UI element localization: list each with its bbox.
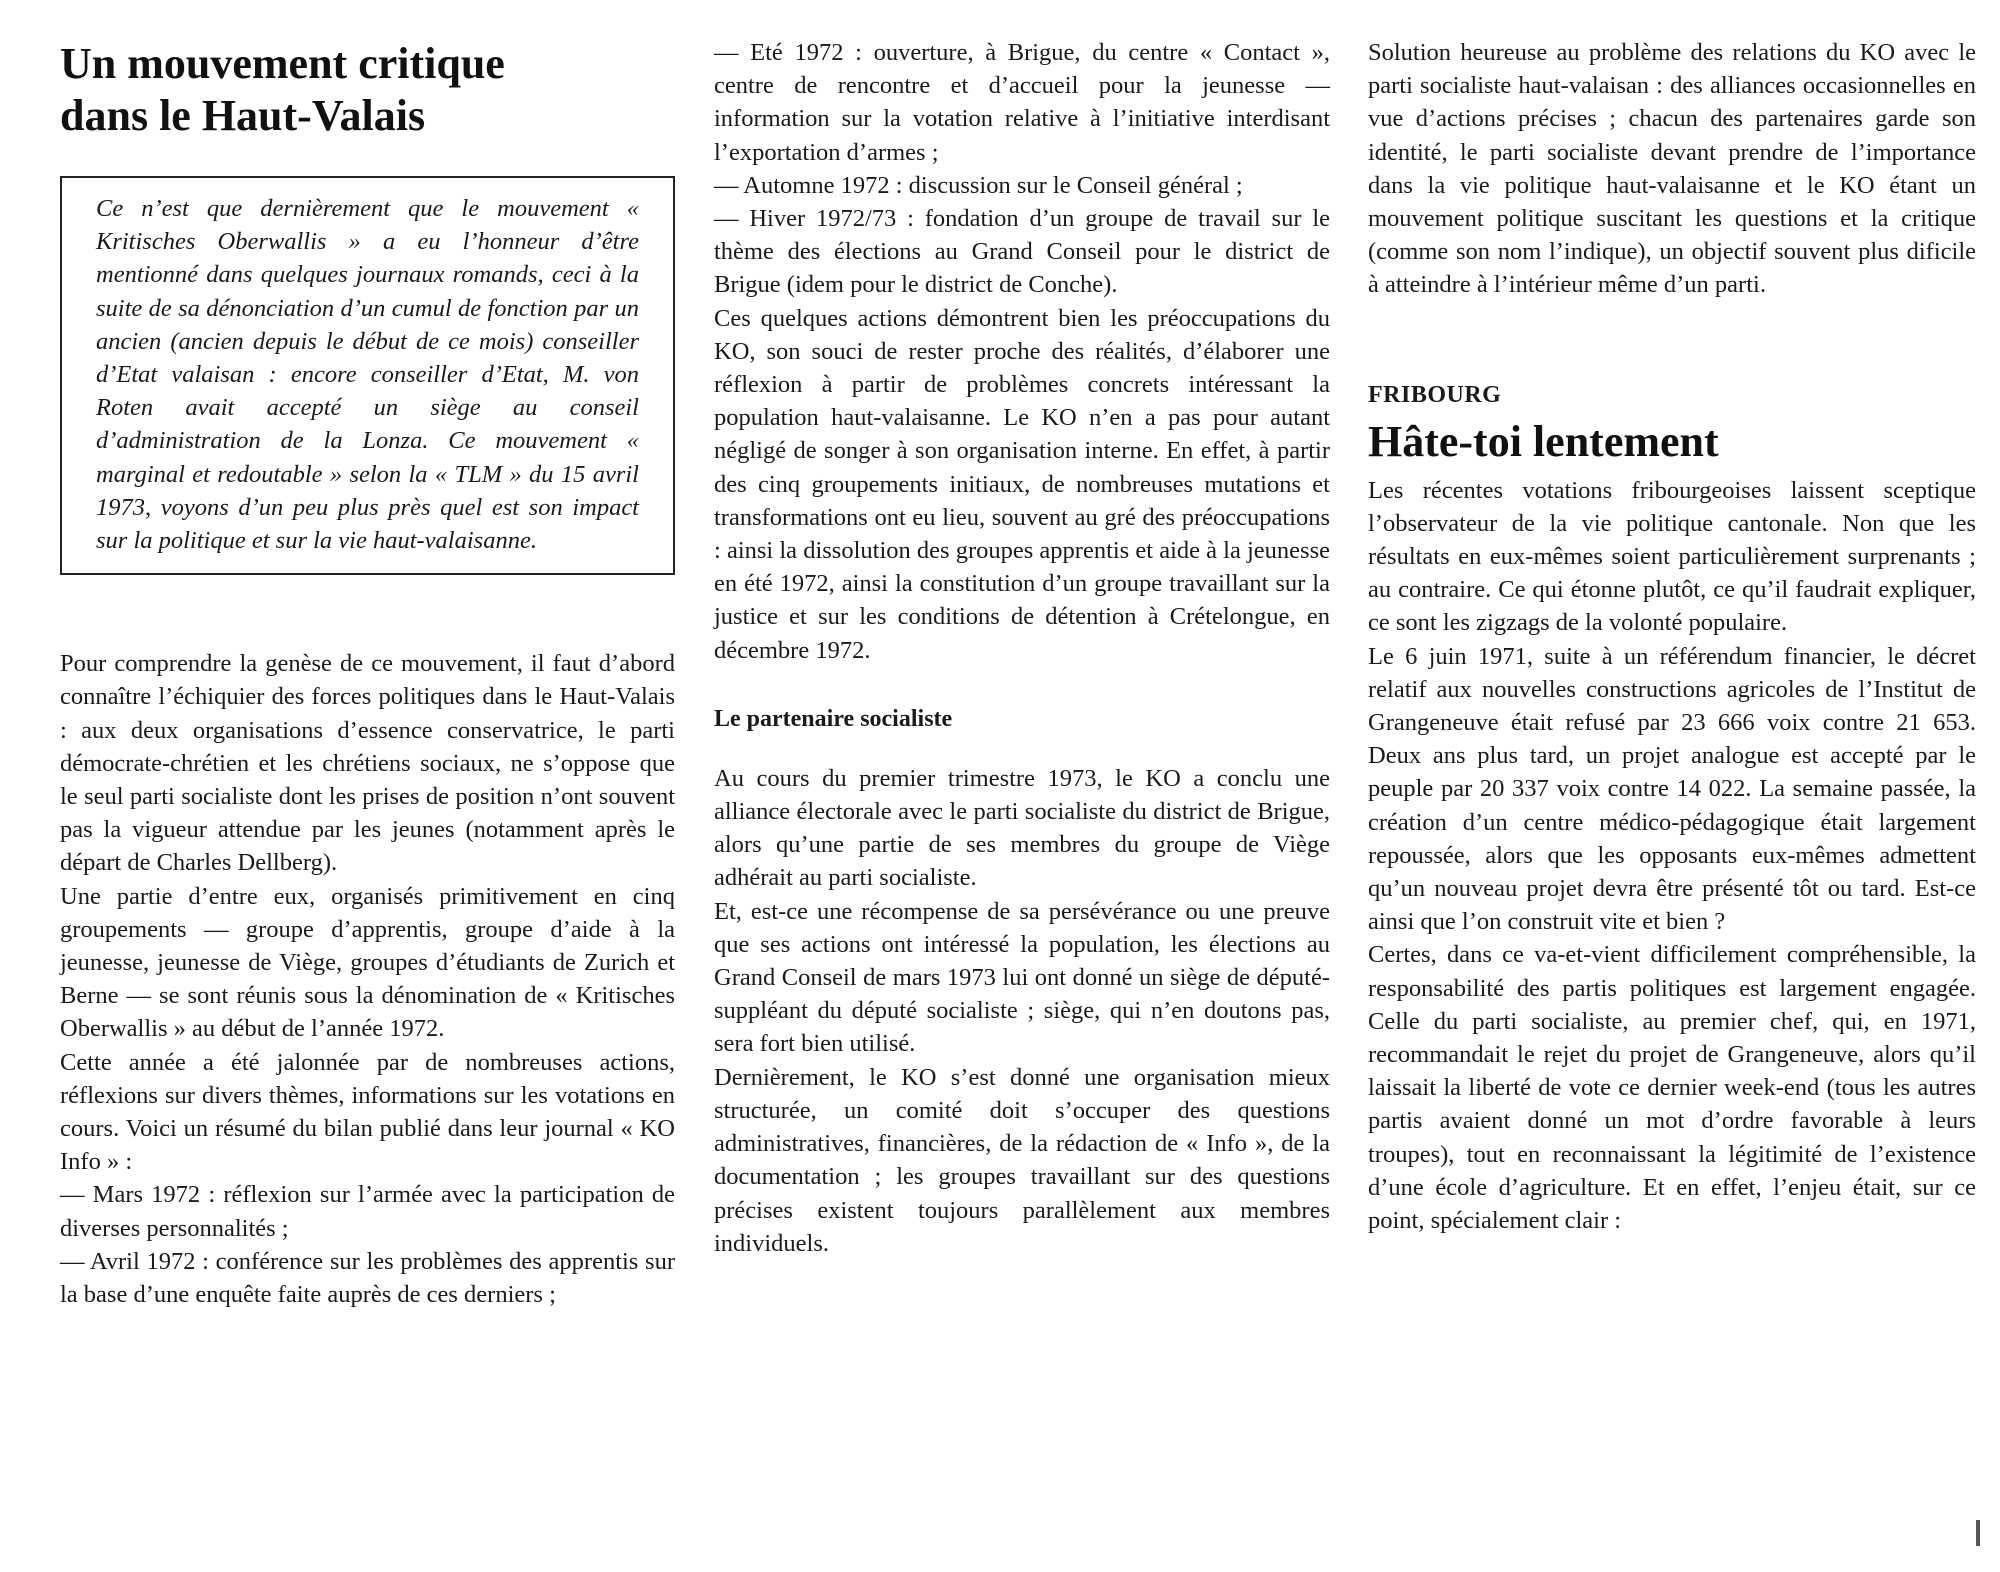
paragraph: — Eté 1972 : ouverture, à Brigue, du centre « Contact », centre de rencontre et d’accueil pour la jeunesse — information sur la votation relative à l’initiative interdisant l’exportation d’armes ; — [714, 39, 1330, 166]
article-title-line-1: Un mouvement critique — [60, 39, 505, 88]
article-body-col3 — [1368, 36, 1976, 302]
section-kicker: FRIBOURG — [1368, 381, 1502, 408]
column-3 — [1368, 36, 1976, 1237]
scan-mark — [1976, 1520, 1980, 1546]
paragraph: Le 6 juin 1971, suite à un référendum financier, le décret relatif aux nouvelles constructions agricoles de l’Institut de Grangeneuve était refusé par 23 666 voix contre 21 653. Deux ans plus tard, un projet analogue est accepté par le peuple par 20 337 voix contre 14 022. La semaine passée, la création d’un centre médico-pédagogique était largement repoussée, alors que les opposants eux-mêmes admettent qu’un nouveau projet devra être présenté tôt ou tard. Est-ce ainsi que l’on construit vite et bien ? — [1368, 642, 1976, 936]
article-body-col1 — [60, 647, 675, 1311]
paragraph: Ces quelques actions démontrent bien les préoccupations du KO, son souci de rester proche des réalités, d’élaborer une réflexion à partir de problèmes concrets intéressant la population haut-valaisanne. Le KO n’en a pas pour autant négligé de songer à son organisation interne. En effet, à partir des cinq groupements initiaux, de nombreuses mutations et transformations ont eu lieu, souvent au gré des préoccupations : ainsi la dissolution des groupes apprentis et aide à la jeunesse en été 1972, ainsi la constitution d’un groupe travaillant sur la justice et sur les conditions de détention à Crételongue, en décembre 1972. — [714, 304, 1330, 664]
paragraph: — Avril 1972 : conférence sur les problèmes des apprentis sur la base d’une enquête faite auprès de ces derniers ; — [60, 1247, 675, 1309]
paragraph: — Hiver 1972/73 : fondation d’un groupe de travail sur le thème des élections au Grand Conseil pour le district de Brigue (idem pour le district de Conche). — [714, 205, 1330, 299]
article-2-title: Hâte-toi lentement — [1368, 416, 1719, 466]
column-2 — [714, 36, 1330, 1260]
paragraph: Dernièrement, le KO s’est donné une organisation mieux structurée, un comité doit s’occuper des questions administratives, financières, de la rédaction de « Info », de la documentation ; les groupes travaillant sur des questions précises existent toujours parallèlement aux membres individuels. — [714, 1063, 1330, 1257]
article-title — [60, 38, 675, 142]
paragraph: — Automne 1972 : discussion sur le Conseil général ; — [714, 171, 1243, 199]
article-title-line-2: dans le Haut-Valais — [60, 91, 426, 140]
paragraph: — Mars 1972 : réflexion sur l’armée avec la participation de diverses personnalités ; — [60, 1181, 675, 1242]
intro-box — [60, 176, 675, 575]
section-subhead: Le partenaire socialiste — [714, 705, 953, 732]
article-2-body — [1368, 474, 1976, 1238]
paragraph: Cette année a été jalonnée par de nombreuses actions, réflexions sur divers thèmes, informations sur les votations en cours. Voici un résumé du bilan publié dans leur journal « KO Info » : — [60, 1048, 675, 1176]
paragraph: Une partie d’entre eux, organisés primitivement en cinq groupements — groupe d’apprentis, groupe d’aide à la jeunesse, jeunesse de Viège, groupes d’étudiants de Zurich et Berne — se sont réunis sous la dénomination de « Kritisches Oberwallis » au début de l’année 1972. — [60, 882, 675, 1043]
article-body-col2 — [714, 36, 1330, 667]
article-body-col2b — [714, 762, 1330, 1260]
paragraph: Pour comprendre la genèse de ce mouvement, il faut d’abord connaître l’échiquier des forces politiques dans le Haut-Valais : aux deux organisations d’essence conservatrice, le parti démocrate-chrétien et les chrétiens sociaux, ne s’oppose que le seul parti socialiste dont les prises de position n’ont souvent pas la vigueur attendue par les jeunes (notamment après le départ de Charles Dellberg). — [60, 650, 675, 877]
paragraph: Et, est-ce une récompense de sa persévérance ou une preuve que ses actions ont intéressé la population, les élections au Grand Conseil de mars 1973 lui ont donné un siège de député-suppléant du député socialiste ; siège, qui n’en doutons pas, sera fort bien utilisé. — [714, 897, 1330, 1058]
intro-text: Ce n’est que dernièrement que le mouvement « Kritisches Oberwallis » a eu l’honneur d’être mentionné dans quelques journaux romands, ceci à la suite de sa dénonciation d’un cumul de fonction par un ancien (ancien depuis le début de ce mois) conseiller d’Etat valaisan : encore conseiller d’Etat, M. von Roten avait accepté un siège au conseil d’administration de la Lonza. Ce mouvement « marginal et redoutable » selon la « TLM » du 15 avril 1973, voyons d’un peu plus près quel est son impact sur la politique et sur la vie haut-valaisanne. — [96, 195, 639, 555]
paragraph: Solution heureuse au problème des relations du KO avec le parti socialiste haut-valaisan : des alliances occasionnelles en vue d’actions précises ; chacun des partenaires garde son identité, le parti socialiste devant prendre de l’importance dans la vie politique haut-valaisanne et le KO étant un mouvement politique suscitant les questions et la critique (comme son nom l’indique), un objectif souvent plus dificile à atteindre à l’intérieur même d’un parti. — [1368, 39, 1976, 299]
paragraph: Au cours du premier trimestre 1973, le KO a conclu une alliance électorale avec le parti socialiste du district de Brigue, alors qu’une partie de ses membres du groupe de Viège adhérait au parti socialiste. — [714, 764, 1330, 892]
paragraph: Les récentes votations fribourgeoises laissent sceptique l’observateur de la vie politique cantonale. Non que les résultats en eux-mêmes soient particulièrement surprenants ; au contraire. Ce qui étonne plutôt, ce qu’il faudrait expliquer, ce sont les zigzags de la volonté populaire. — [1368, 476, 1976, 637]
column-1 — [60, 36, 675, 1311]
paragraph: Certes, dans ce va-et-vient difficilement compréhensible, la responsabilité des partis politiques est largement engagée. Celle du parti socialiste, au premier chef, qui, en 1971, recommandait le rejet du projet de Grangeneuve, alors qu’il laissait la liberté de vote ce dernier week-end (tous les autres partis avaient donné un mot d’ordre favorable à leurs troupes), tout en reconnaissant la légitimité de l’existence d’une école d’agriculture. Et en effet, l’enjeu était, sur ce point, spécialement clair : — [1368, 941, 1976, 1235]
